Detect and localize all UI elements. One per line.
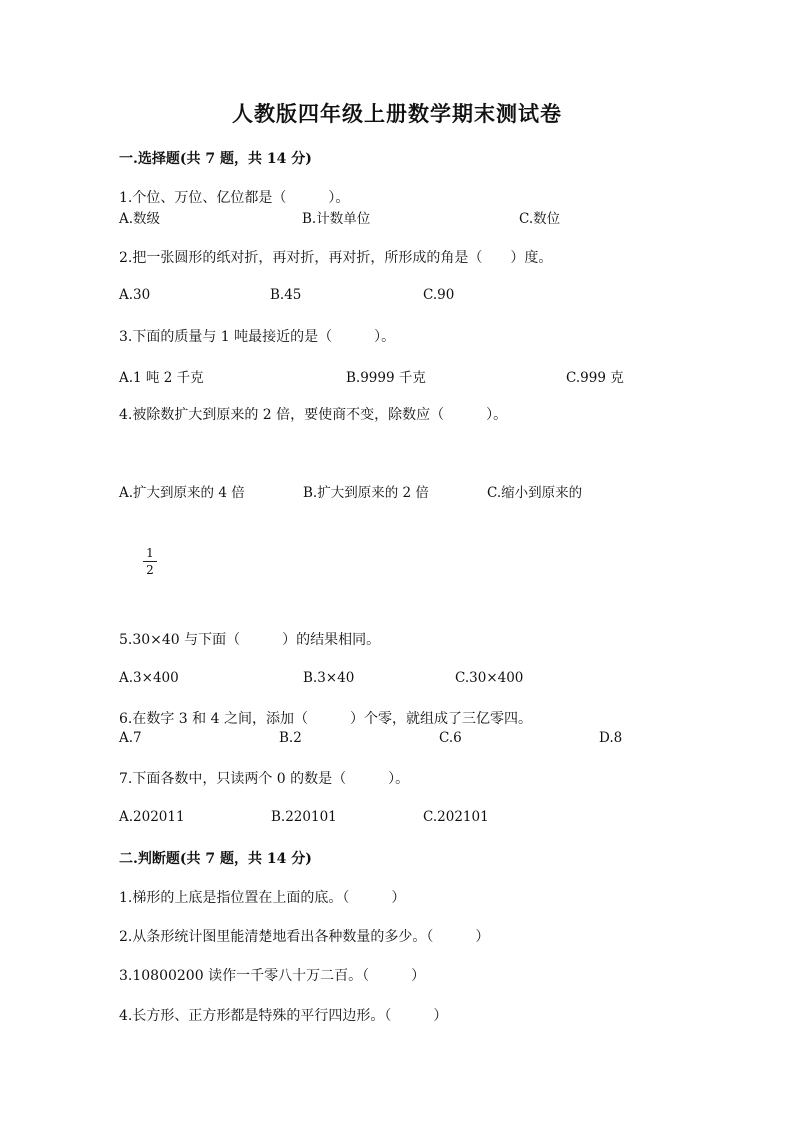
- q2-option-c[interactable]: C.90: [423, 287, 455, 303]
- fraction-bar: [143, 561, 157, 562]
- question-3: 3.下面的质量与 1 吨最接近的是（ ）。: [119, 329, 396, 345]
- q3-option-c[interactable]: C.999 克: [566, 370, 624, 386]
- q2-option-a[interactable]: A.30: [119, 287, 151, 303]
- page-title: 人教版四年级上册数学期末测试卷: [232, 101, 562, 126]
- q1-option-a[interactable]: A.数级: [119, 211, 161, 227]
- judgement-question-1: 1.梯形的上底是指位置在上面的底。（ ）: [119, 890, 406, 906]
- q4-fraction: [143, 546, 157, 577]
- judgement-question-4: 4.长方形、正方形都是特殊的平行四边形。（ ）: [119, 1008, 448, 1024]
- q5-option-a[interactable]: A.3×400: [119, 670, 179, 686]
- judgement-question-2: 2.从条形统计图里能清楚地看出各种数量的多少。（ ）: [119, 929, 490, 945]
- q6-option-b[interactable]: B.2: [279, 730, 302, 746]
- q7-option-a[interactable]: A.202011: [119, 809, 185, 825]
- q4-option-a[interactable]: A.扩大到原来的 4 倍: [119, 485, 245, 501]
- question-6: 6.在数字 3 和 4 之间，添加（ ）个零，就组成了三亿零四。: [119, 711, 532, 727]
- q5-option-b[interactable]: B.3×40: [303, 670, 355, 686]
- question-5: 5.30×40 与下面（ ）的结果相同。: [119, 632, 381, 648]
- q6-option-a[interactable]: A.7: [119, 730, 142, 746]
- q3-option-a[interactable]: A.1 吨 2 千克: [119, 370, 204, 386]
- q5-option-c[interactable]: C.30×400: [455, 670, 524, 686]
- question-4: 4.被除数扩大到原来的 2 倍，要使商不变，除数应（ ）。: [119, 407, 508, 423]
- fraction-numerator: 1: [146, 546, 154, 560]
- question-7: 7.下面各数中，只读两个 0 的数是（ ）。: [119, 771, 410, 787]
- q4-option-c[interactable]: C.缩小到原来的: [487, 485, 583, 501]
- q4-option-b[interactable]: B.扩大到原来的 2 倍: [303, 485, 429, 501]
- q7-option-b[interactable]: B.220101: [271, 809, 337, 825]
- question-2: 2.把一张圆形的纸对折，再对折，再对折，所形成的角是（ ）度。: [119, 250, 553, 266]
- q6-option-c[interactable]: C.6: [439, 730, 462, 746]
- question-1: 1.个位、万位、亿位都是（ ）。: [119, 190, 350, 206]
- q2-option-b[interactable]: B.45: [270, 287, 302, 303]
- q3-option-b[interactable]: B.9999 千克: [346, 370, 426, 386]
- q6-option-d[interactable]: D.8: [599, 730, 623, 746]
- fraction-denominator: 2: [146, 563, 154, 577]
- section-heading-judgement: 二.判断题(共 7 题，共 14 分): [119, 851, 312, 867]
- judgement-question-3: 3.10800200 读作一千零八十万二百。（ ）: [119, 968, 426, 984]
- q1-option-c[interactable]: C.数位: [519, 211, 561, 227]
- section-heading-choice: 一.选择题(共 7 题，共 14 分): [119, 151, 312, 167]
- q7-option-c[interactable]: C.202101: [423, 809, 489, 825]
- q1-option-b[interactable]: B.计数单位: [302, 211, 371, 227]
